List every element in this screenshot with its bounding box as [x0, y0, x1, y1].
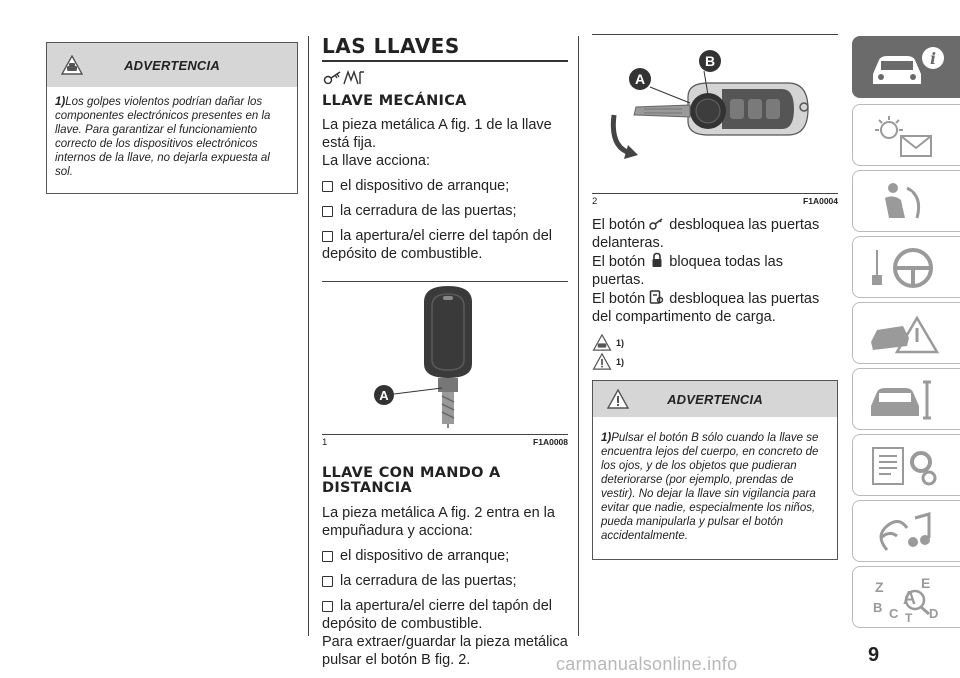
warning-header: [593, 381, 837, 417]
svg-text:i: i: [929, 49, 937, 68]
mechanical-key-heading: LLAVE MECÁNICA: [322, 93, 467, 109]
svg-text:E: E: [921, 575, 931, 591]
nav-tab-warning-lights[interactable]: [852, 104, 960, 166]
remote-outro: Para extraer/guardar la pieza metálica pulsar el botón B fig. 2.: [322, 634, 568, 668]
svg-text:Z: Z: [875, 579, 884, 595]
index-icon: [867, 574, 947, 622]
button-unlock-cargo-text: El botón desbloquea las puertas del compartimento de carga.: [592, 291, 820, 325]
warning-number: 1): [601, 432, 612, 444]
warning-header: [47, 43, 297, 87]
fig1-label-a: A: [379, 388, 389, 403]
reference-number: 1): [616, 356, 625, 367]
steering-wheel-icon: [867, 244, 947, 292]
list-item: el dispositivo de arranque;: [322, 547, 568, 565]
nav-tab-service[interactable]: [852, 368, 960, 430]
car-warning-icon: [61, 55, 83, 75]
svg-text:C: C: [889, 606, 899, 621]
service-icon: [867, 376, 947, 424]
car-warning-icon: [592, 334, 612, 351]
padlock-icon: [649, 252, 665, 268]
mechanical-lead: La llave acciona:: [322, 153, 431, 169]
warning-title: ADVERTENCIA: [124, 57, 220, 73]
section-title: LAS LLAVES: [322, 34, 460, 58]
checkbox-bullet-icon: [322, 576, 333, 587]
list-item: el dispositivo de arranque;: [322, 177, 568, 195]
figure-code: F1A0004: [803, 196, 838, 206]
nav-tab-technical-data[interactable]: [852, 434, 960, 496]
column-remote: [592, 34, 838, 370]
warning-triangle-icon: [592, 353, 612, 370]
unlock-front-icon: [649, 215, 665, 231]
warning-box-right: [592, 380, 838, 560]
checkbox-bullet-icon: [322, 601, 333, 612]
list-item: la cerradura de las puertas;: [322, 572, 568, 590]
checkbox-bullet-icon: [322, 551, 333, 562]
warning-text: [47, 87, 297, 189]
warning-box-left: [46, 42, 298, 194]
column-divider: [308, 36, 309, 636]
svg-text:T: T: [905, 611, 913, 622]
warning-body-text: Pulsar el botón B sólo cuando la llave se encuentra lejos del cuerpo, en concreto de los ojos, y de los objetos que pudieran deteriorarse (por ejemplo, prendas de vestir). No dejar la llave sin vigilancia para evitar que nadie, especialmente los niños, pueda manipularla y pulsar el botón accidentalmente.: [601, 432, 819, 542]
nav-tab-car-info[interactable]: [852, 36, 960, 98]
remote-key-heading: LLAVE CON MANDO A DISTANCIA: [322, 465, 501, 496]
button-unlock-front-text: El botón desbloquea las puertas delanteras.: [592, 217, 820, 251]
nav-tab-index[interactable]: [852, 566, 960, 628]
reference-row: [592, 353, 838, 370]
warning-triangle-icon: [607, 389, 629, 409]
watermark: carmanualsonline.info: [556, 654, 738, 674]
checkbox-bullet-icon: [322, 231, 333, 242]
figure-number: 1: [322, 437, 328, 448]
remote-intro: La pieza metálica A fig. 2 entra en la empuñadura y acciona:: [322, 505, 555, 539]
figure-bottom-rule: [592, 193, 838, 194]
remote-key-illustration: [592, 35, 838, 193]
figure-number: 2: [592, 196, 598, 207]
nav-tab-safety[interactable]: [852, 170, 960, 232]
fig2-label-b: B: [704, 53, 716, 69]
technical-data-icon: [867, 442, 947, 490]
warning-text: [593, 417, 837, 553]
emergency-icon: [867, 310, 947, 358]
column-divider: [578, 36, 579, 636]
car-info-icon: [867, 44, 947, 92]
mechanical-intro: La pieza metálica A fig. 1 de la llave está fija.: [322, 117, 552, 151]
svg-text:A: A: [903, 588, 916, 608]
safety-airbag-icon: [867, 178, 947, 226]
warning-title: ADVERTENCIA: [667, 391, 763, 407]
list-item: la apertura/el cierre del tapón del depósito de combustible.: [322, 598, 552, 632]
button-lock-all-text: El botón bloquea todas las puertas.: [592, 254, 783, 288]
svg-text:D: D: [929, 606, 939, 621]
multimedia-icon: [867, 508, 947, 556]
warning-number: 1): [55, 96, 66, 108]
nav-tab-starting-driving[interactable]: [852, 236, 960, 298]
warning-body-text: Los golpes violentos podrían dañar los componentes electrónicos presentes en la llave. Para garantizar el funcionamiento correcto de los dispositivos electrónicos internos de la llave, no dejarla expuesta al sol.: [55, 96, 271, 178]
warning-lights-icon: [867, 112, 947, 160]
figure-bottom-rule: [322, 434, 568, 435]
list-item: la cerradura de las puertas;: [322, 202, 568, 220]
page-number: 9: [868, 644, 880, 666]
figure-caption: [322, 437, 568, 448]
list-item: la apertura/el cierre del tapón del depósito de combustible.: [322, 228, 552, 262]
checkbox-bullet-icon: [322, 181, 333, 192]
column-keys: [322, 34, 568, 669]
key-symbol-icon: [322, 68, 366, 88]
figure-code: F1A0008: [533, 437, 568, 447]
figure-caption: [592, 196, 838, 207]
mechanical-key-illustration: [322, 282, 568, 434]
title-rule: [322, 60, 568, 62]
svg-text:B: B: [873, 600, 883, 615]
nav-tab-emergency[interactable]: [852, 302, 960, 364]
reference-row: [592, 334, 838, 351]
nav-tab-multimedia[interactable]: [852, 500, 960, 562]
fig2-label-a: A: [634, 71, 646, 87]
unlock-cargo-icon: [649, 289, 665, 305]
checkbox-bullet-icon: [322, 206, 333, 217]
reference-number: 1): [616, 337, 625, 348]
